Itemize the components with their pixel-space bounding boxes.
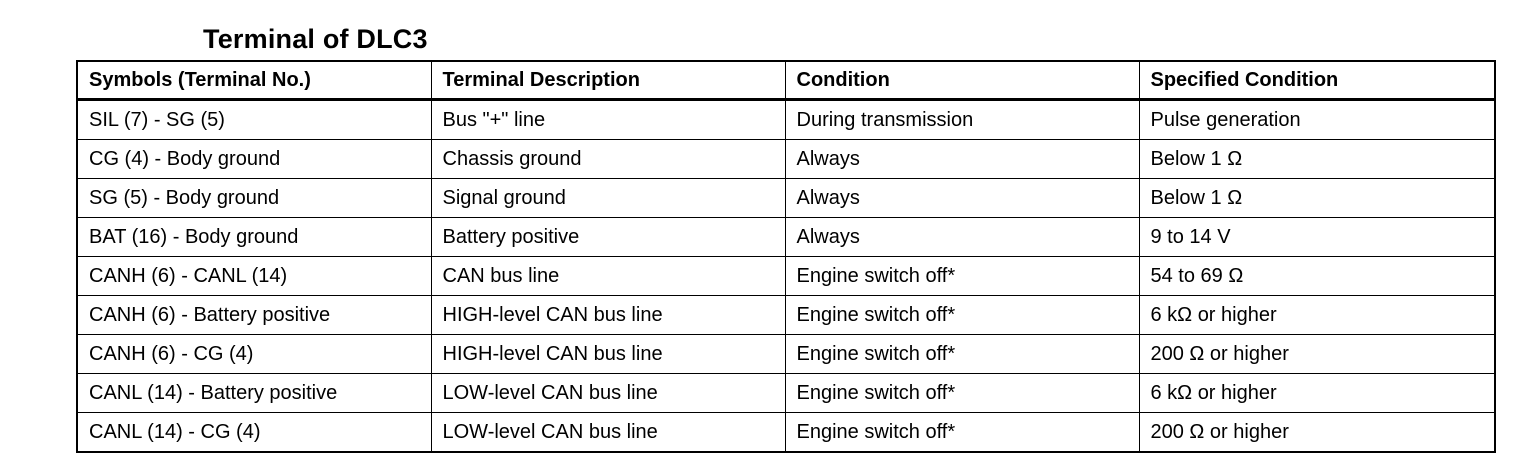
cell-terminal-description: HIGH-level CAN bus line [431, 296, 785, 335]
page-title: Terminal of DLC3 [203, 24, 428, 54]
cell-terminal-description: LOW-level CAN bus line [431, 374, 785, 413]
cell-specified-condition: Below 1 Ω [1139, 179, 1495, 218]
cell-condition: Engine switch off* [785, 296, 1139, 335]
cell-specified-condition: Below 1 Ω [1139, 140, 1495, 179]
table-row [77, 413, 1495, 453]
cell-specified-condition: 200 Ω or higher [1139, 335, 1495, 374]
cell-specified-condition: 54 to 69 Ω [1139, 257, 1495, 296]
cell-specified-condition: 6 kΩ or higher [1139, 296, 1495, 335]
cell-condition: Engine switch off* [785, 257, 1139, 296]
cell-specified-condition: 9 to 14 V [1139, 218, 1495, 257]
header-symbols: Symbols (Terminal No.) [77, 61, 431, 100]
table-row [77, 218, 1495, 257]
table-row [77, 140, 1495, 179]
cell-symbols: CANH (6) - CANL (14) [77, 257, 431, 296]
table-header-row [77, 61, 1495, 100]
table-row [77, 257, 1495, 296]
header-condition: Condition [785, 61, 1139, 100]
cell-specified-condition: 200 Ω or higher [1139, 413, 1495, 453]
table-row [77, 296, 1495, 335]
cell-specified-condition: Pulse generation [1139, 100, 1495, 140]
cell-terminal-description: Battery positive [431, 218, 785, 257]
cell-condition: Always [785, 140, 1139, 179]
cell-condition: Engine switch off* [785, 335, 1139, 374]
cell-symbols: SG (5) - Body ground [77, 179, 431, 218]
table-row [77, 100, 1495, 140]
cell-condition: Engine switch off* [785, 413, 1139, 453]
cell-condition: During transmission [785, 100, 1139, 140]
cell-terminal-description: Signal ground [431, 179, 785, 218]
cell-symbols: BAT (16) - Body ground [77, 218, 431, 257]
cell-terminal-description: Chassis ground [431, 140, 785, 179]
header-terminal-description: Terminal Description [431, 61, 785, 100]
cell-terminal-description: LOW-level CAN bus line [431, 413, 785, 453]
table-row [77, 374, 1495, 413]
cell-terminal-description: CAN bus line [431, 257, 785, 296]
table-row [77, 335, 1495, 374]
cell-symbols: CANH (6) - CG (4) [77, 335, 431, 374]
terminal-spec-table [76, 60, 1496, 453]
cell-condition: Always [785, 218, 1139, 257]
cell-condition: Always [785, 179, 1139, 218]
cell-specified-condition: 6 kΩ or higher [1139, 374, 1495, 413]
cell-terminal-description: HIGH-level CAN bus line [431, 335, 785, 374]
cell-symbols: CANL (14) - CG (4) [77, 413, 431, 453]
cell-symbols: CANL (14) - Battery positive [77, 374, 431, 413]
header-specified-condition: Specified Condition [1139, 61, 1495, 100]
cell-symbols: CG (4) - Body ground [77, 140, 431, 179]
cell-symbols: CANH (6) - Battery positive [77, 296, 431, 335]
cell-symbols: SIL (7) - SG (5) [77, 100, 431, 140]
cell-terminal-description: Bus "+" line [431, 100, 785, 140]
cell-condition: Engine switch off* [785, 374, 1139, 413]
table-row [77, 179, 1495, 218]
